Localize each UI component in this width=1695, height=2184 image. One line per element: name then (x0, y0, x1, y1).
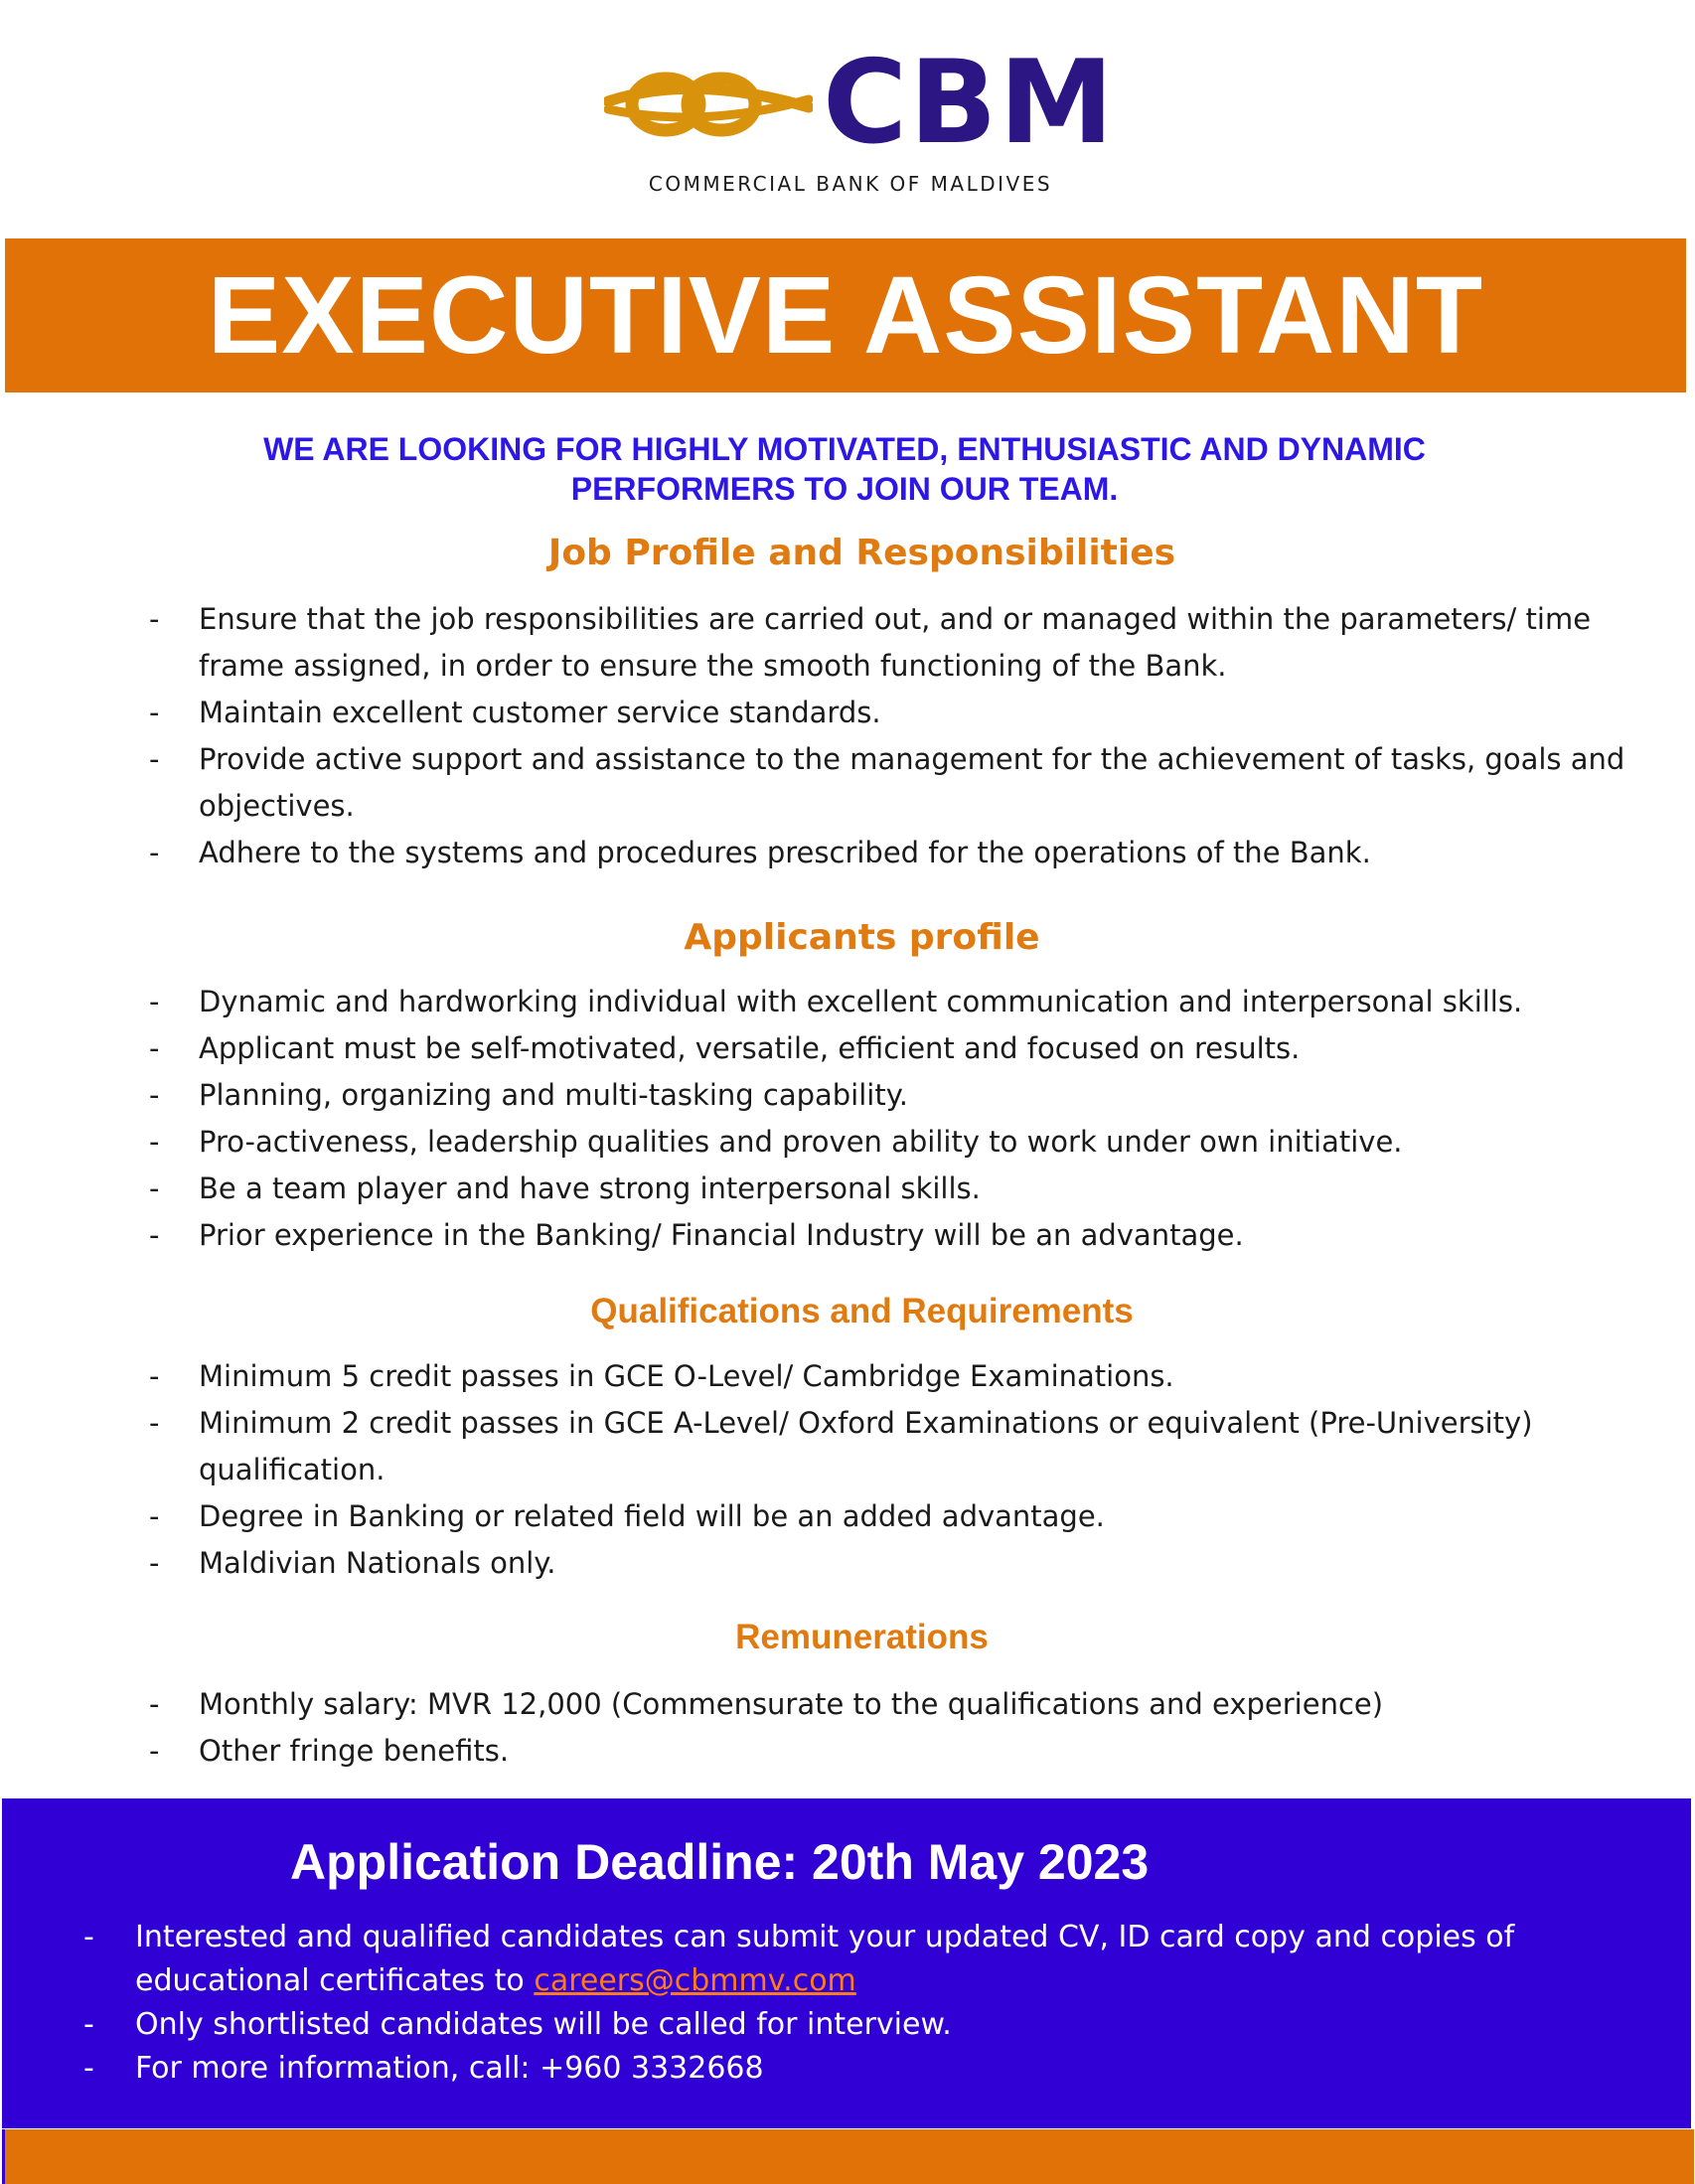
deadline-title: Application Deadline: 20th May 2023 (290, 1834, 1150, 1890)
list-item: - Pro-activeness, leadership qualities and proven ability to work under own initiative. (149, 1119, 1639, 1166)
interlocking-rings-knot-icon (604, 60, 813, 149)
remunerations-list (149, 1681, 1639, 1775)
list-item: - Dynamic and hardworking individual with excellent communication and interpersonal skills. (149, 979, 1639, 1025)
application-instructions-list (83, 1916, 1633, 2091)
logo (0, 36, 1695, 211)
tagline-line-2: PERFORMERS TO JOIN OUR TEAM. (570, 471, 1119, 507)
qualifications-list (149, 1353, 1639, 1587)
logo-name: CBM (823, 36, 1116, 170)
submit-instructions-text: Interested and qualified candidates can submit your updated CV, ID card copy and copies of educational certificates to (135, 1920, 1515, 1998)
list-item: - Degree in Banking or related field will be an added advantage. (149, 1493, 1639, 1540)
page-title: EXECUTIVE ASSISTANT (207, 253, 1484, 377)
section-heading-qualifications: Qualifications and Requirements (590, 1292, 1134, 1330)
logo-subtitle: COMMERCIAL BANK OF MALDIVES (648, 172, 1053, 196)
list-item: - Other fringe benefits. (149, 1728, 1639, 1775)
section-heading-applicants: Applicants profile (684, 917, 1040, 958)
section-heading-remunerations: Remunerations (735, 1618, 989, 1656)
list-item: - For more information, call: +960 3332668 (83, 2047, 1633, 2091)
list-item: - Maintain excellent customer service standards. (149, 690, 1639, 736)
list-item: - Minimum 5 credit passes in GCE O-Level/ Cambridge Examinations. (149, 1353, 1639, 1400)
list-item: - Maldivian Nationals only. (149, 1540, 1639, 1587)
list-item: - Monthly salary: MVR 12,000 (Commensurate to the qualifications and experience) (149, 1681, 1639, 1728)
applicants-list (149, 979, 1639, 1259)
list-item: - Applicant must be self-motivated, versatile, efficient and focused on results. (149, 1025, 1639, 1072)
responsibilities-list (149, 596, 1639, 876)
deadline-panel (2, 1798, 1691, 2128)
list-item: - Be a team player and have strong interpersonal skills. (149, 1166, 1639, 1212)
list-item: - Adhere to the systems and procedures prescribed for the operations of the Bank. (149, 830, 1639, 876)
tagline-line-1: WE ARE LOOKING FOR HIGHLY MOTIVATED, ENTHUSIASTIC AND DYNAMIC (263, 431, 1426, 467)
section-heading-responsibilities: Job Profile and Responsibilities (547, 533, 1176, 573)
list-item: - Provide active support and assistance to the management for the achievement of tasks, goals and objectives. (149, 736, 1639, 830)
list-item: - Ensure that the job responsibilities are carried out, and or managed within the parameters/ time frame assigned, in order to ensure the smooth functioning of the Bank. (149, 596, 1639, 690)
list-item: - Only shortlisted candidates will be called for interview. (83, 2003, 1633, 2047)
list-item: - Prior experience in the Banking/ Financial Industry will be an advantage. (149, 1212, 1639, 1259)
title-banner (5, 238, 1686, 392)
tagline (139, 429, 1550, 509)
list-item (83, 1916, 1633, 2003)
list-item: - Planning, organizing and multi-tasking capability. (149, 1072, 1639, 1119)
footer-band (2, 2129, 1694, 2184)
careers-email-link[interactable]: careers@cbmmv.com (534, 1963, 856, 1998)
list-item: - Minimum 2 credit passes in GCE A-Level/ Oxford Examinations or equivalent (Pre-University) qualification. (149, 1400, 1639, 1493)
